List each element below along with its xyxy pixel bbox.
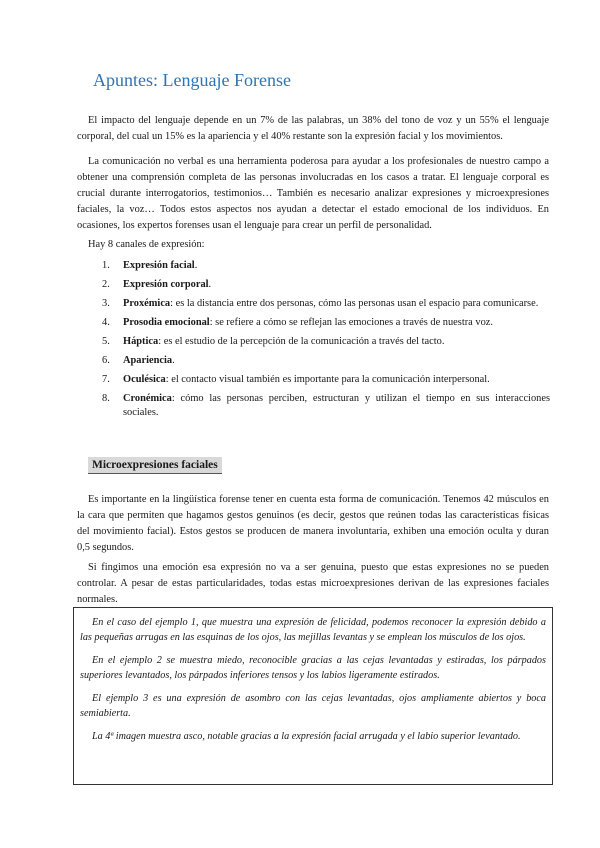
example-1: En el caso del ejemplo 1, que muestra una expresión de felicidad, podemos reconocer la expresión debido a las pequeñas arrugas en las esquinas de los ojos, las mejillas levantas y se emplean los músculos de los ojos.: [80, 617, 546, 643]
example-4: La 4ª imagen muestra asco, notable gracias a la expresión facial arrugada y el labio superior levantado.: [92, 731, 521, 742]
nonverbal-paragraph: La comunicación no verbal es una herramienta poderosa para ayudar a los profesionales de nuestro campo a obtener una comprensión completa de las personas involucradas en los casos a tratar. El lenguaje corporal es crucial durante interrogatorios, testimonios… También es necesario analizar expresiones y microexpresiones faciales, la voz… Todos estos aspectos nos ayudan a detectar el estado emocional de los individuos. En ocasiones, los expertos forenses usan el lenguaje para crear un perfil de personalidad.: [77, 156, 549, 231]
list-item: 2. Expresión corporal.: [102, 279, 212, 290]
micro-paragraph-1: Es importante en la lingüística forense tener en cuenta esta forma de comunicación. Tenemos 42 músculos en la cara que permiten que hagamos gestos genuinos (es decir, gestos que reúnen todas las características físicas del movimiento facial). Estos gestos se producen de manera involuntaria, exhiben una emoción oculta y duran 0,5 segundos.: [77, 494, 549, 553]
list-item: 5. Háptica: es el estudio de la percepción de la comunicación a través del tacto.: [102, 336, 445, 347]
channels-list: [102, 259, 550, 425]
channels-intro: Hay 8 canales de expresión:: [88, 239, 205, 250]
examples-box: [73, 607, 553, 785]
micro-paragraph-2: Si fingimos una emoción esa expresión no va a ser genuina, puesto que estas expresiones no se pueden controlar. A pesar de estas particularidades, todas estas microexpresiones derivan de las expresiones faciales normales.: [77, 562, 549, 605]
page-title: Apuntes: Lenguaje Forense: [93, 70, 291, 90]
example-2: En el ejemplo 2 se muestra miedo, reconocible gracias a las cejas levantadas y estiradas, los párpados superiores levantados, los párpados inferiores tensos y los labios ligeramente estirados.: [80, 655, 546, 681]
list-item: 1. Expresión facial.: [102, 260, 198, 271]
intro-paragraph: El impacto del lenguaje depende en un 7% de las palabras, un 38% del tono de voz y un 55% el lenguaje corporal, del cual un 15% es la apariencia y el 40% restante son la expresión facial y los movimientos.: [77, 115, 549, 142]
list-item: 6. Apariencia.: [102, 355, 175, 366]
list-item: 3. Proxémica: es la distancia entre dos personas, cómo las personas usan el espacio para comunicarse.: [102, 298, 539, 309]
list-item: 8. Cronémica: cómo las personas perciben, estructuran y utilizan el tiempo en sus interacciones sociales.: [102, 393, 550, 418]
list-item: 4. Prosodia emocional: se refiere a cómo se reflejan las emociones a través de nuestra voz.: [102, 317, 493, 328]
section-heading: Microexpresiones faciales: [88, 457, 222, 474]
list-item: 7. Oculésica: el contacto visual también es importante para la comunicación interpersonal.: [102, 374, 490, 385]
example-3: El ejemplo 3 es una expresión de asombro con las cejas levantadas, ojos ampliamente abiertos y boca semiabierta.: [80, 693, 546, 719]
